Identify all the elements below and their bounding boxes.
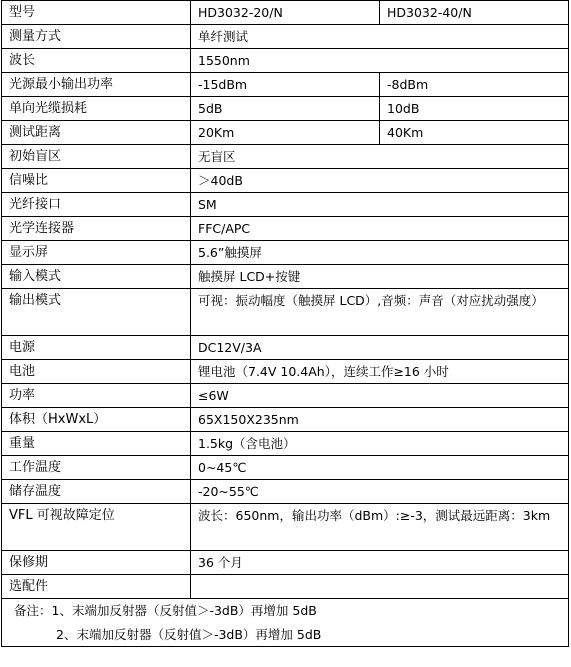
- spec-table-body: [2, 1, 569, 599]
- spec-value: 5.6”触摸屏: [191, 241, 569, 265]
- spec-row: [2, 217, 569, 241]
- spec-row: [2, 169, 569, 193]
- spec-value: HD3032-20/N: [191, 1, 380, 25]
- spec-value: -15dBm: [191, 73, 380, 97]
- spec-label: 信噪比: [2, 169, 191, 193]
- spec-label: 电池: [2, 360, 191, 384]
- spec-value: 5dB: [191, 97, 380, 121]
- spec-label: 输入模式: [2, 265, 191, 289]
- spec-row: [2, 575, 569, 599]
- spec-label: 单向光缆损耗: [2, 97, 191, 121]
- spec-label: 光源最小输出功率: [2, 73, 191, 97]
- spec-row: [2, 1, 569, 25]
- spec-label: 显示屏: [2, 241, 191, 265]
- spec-table: [1, 0, 569, 647]
- spec-label: VFL 可视故障定位: [2, 504, 191, 551]
- spec-label: 型号: [2, 1, 191, 25]
- spec-label: 光学连接器: [2, 217, 191, 241]
- spec-value: 40Km: [380, 121, 569, 145]
- spec-row: [2, 432, 569, 456]
- spec-label: 初始盲区: [2, 145, 191, 169]
- spec-value: 触摸屏 LCD+按键: [191, 265, 569, 289]
- spec-value: 10dB: [380, 97, 569, 121]
- spec-value: 锂电池（7.4V 10.4Ah），连续工作≥16 小时: [191, 360, 569, 384]
- note-line-1: 备注：1、末端加反射器（反射值＞-3dB）再增加 5dB: [14, 603, 317, 618]
- spec-value: 单纤测试: [191, 25, 569, 49]
- spec-value: DC12V/3A: [191, 336, 569, 360]
- spec-value: 20Km: [191, 121, 380, 145]
- spec-row: [2, 241, 569, 265]
- spec-value: 1.5kg（含电池）: [191, 432, 569, 456]
- spec-value: 1550nm: [191, 49, 569, 73]
- spec-row: [2, 551, 569, 575]
- notes-cell: [2, 599, 569, 647]
- spec-row: [2, 121, 569, 145]
- spec-label: 光纤接口: [2, 193, 191, 217]
- spec-value: 36 个月: [191, 551, 569, 575]
- spec-value: 波长：650nm，输出功率（dBm）:≥-3，测试最远距离：3km: [191, 504, 569, 551]
- spec-label: 波长: [2, 49, 191, 73]
- spec-row: [2, 49, 569, 73]
- spec-label: 选配件: [2, 575, 191, 599]
- spec-label: 储存温度: [2, 480, 191, 504]
- spec-row: [2, 145, 569, 169]
- spec-label: 输出模式: [2, 289, 191, 336]
- note-line-2: 2、末端加反射器（反射值＞-3dB）再增加 5dB: [56, 626, 322, 642]
- spec-row: [2, 504, 569, 551]
- spec-value: -20~55℃: [191, 480, 569, 504]
- spec-label: 保修期: [2, 551, 191, 575]
- spec-label: 重量: [2, 432, 191, 456]
- spec-row: [2, 265, 569, 289]
- spec-row: [2, 289, 569, 336]
- spec-value: ＞40dB: [191, 169, 569, 193]
- spec-row: [2, 97, 569, 121]
- spec-row: [2, 336, 569, 360]
- spec-label: 工作温度: [2, 456, 191, 480]
- spec-row: [2, 456, 569, 480]
- spec-row: [2, 25, 569, 49]
- spec-row: [2, 360, 569, 384]
- spec-value: [191, 575, 569, 599]
- spec-row: [2, 384, 569, 408]
- spec-value: -8dBm: [380, 73, 569, 97]
- spec-label: 体积（HxWxL）: [2, 408, 191, 432]
- spec-value: 无盲区: [191, 145, 569, 169]
- spec-value: 65X150X235nm: [191, 408, 569, 432]
- spec-row: [2, 73, 569, 97]
- spec-value: FFC/APC: [191, 217, 569, 241]
- spec-label: 测量方式: [2, 25, 191, 49]
- spec-row: [2, 408, 569, 432]
- spec-label: 电源: [2, 336, 191, 360]
- spec-value: HD3032-40/N: [380, 1, 569, 25]
- spec-value: ≤6W: [191, 384, 569, 408]
- spec-row: [2, 193, 569, 217]
- spec-value: SM: [191, 193, 569, 217]
- spec-value: 0~45℃: [191, 456, 569, 480]
- spec-label: 功率: [2, 384, 191, 408]
- notes-row: [2, 599, 569, 647]
- spec-row: [2, 480, 569, 504]
- spec-label: 测试距离: [2, 121, 191, 145]
- spec-value: 可视：振动幅度（触摸屏 LCD）,音频：声音（对应扰动强度）: [191, 289, 569, 336]
